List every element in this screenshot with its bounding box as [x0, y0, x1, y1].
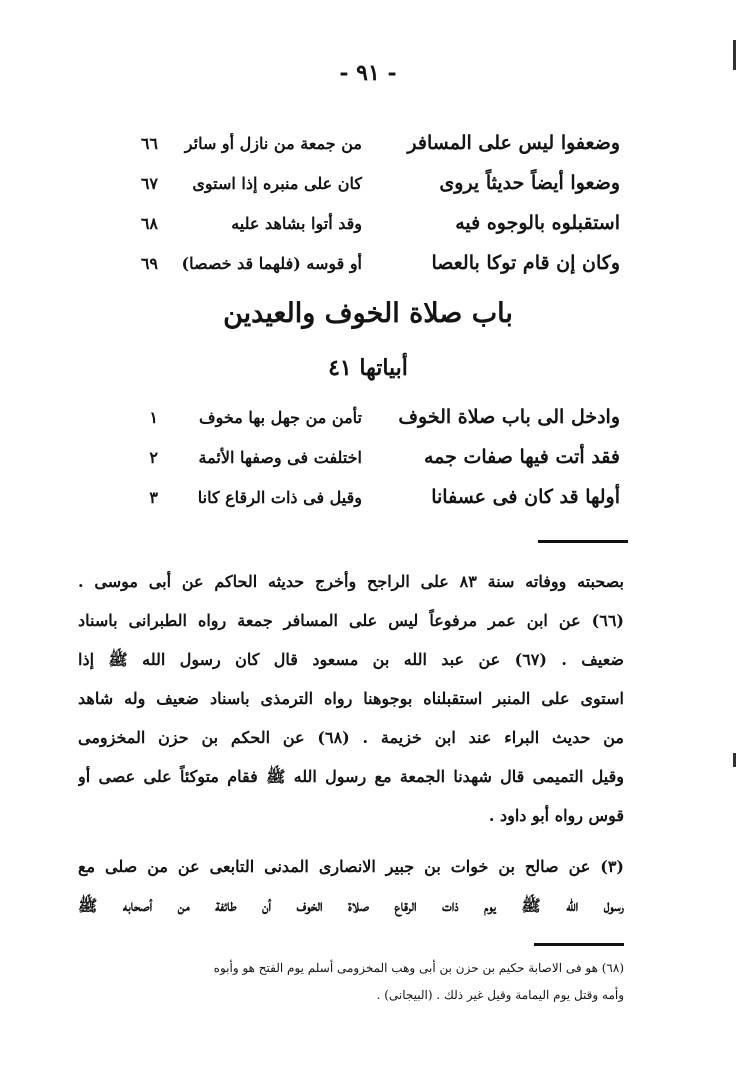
verse-first-hemistich: وضعفوا ليس على المسافر	[407, 132, 620, 154]
verse-row	[100, 166, 620, 206]
verse-number: ٦٧	[140, 174, 158, 193]
verse-row	[100, 440, 620, 480]
verse-first-hemistich: وادخل الى باب صلاة الخوف	[398, 406, 620, 428]
commentary-block	[78, 562, 624, 925]
section-subtitle: أبياتها ٤١	[328, 355, 408, 381]
commentary-line: (٦٦) عن ابن عمر مرفوعاً ليس على المسافر جمعة رواه الطبرانى باسناد	[78, 611, 624, 630]
page-number: - ٩١ -	[339, 60, 397, 86]
commentary-line: قوس رواه أبو داود .	[488, 806, 624, 825]
verse-number: ٣	[149, 488, 158, 507]
verse-first-hemistich: فقد أتت فيها صفات جمه	[423, 446, 620, 468]
section-title: باب صلاة الخوف والعيدين	[223, 298, 513, 329]
verse-row	[100, 480, 620, 520]
verse-number: ٦٦	[140, 134, 158, 153]
verse-first-hemistich: استقبلوه بالوجوه فيه	[455, 212, 620, 234]
footnotes-block	[148, 955, 624, 1009]
verse-second-hemistich: أو قوسه (فلهما قد خصصا)	[181, 254, 362, 273]
commentary-line: (٣) عن صالح بن خوات بن جبير الانصارى المدنى التابعى عن من صلى مع	[78, 857, 624, 876]
verse-first-hemistich: وضعوا أيضاً حديثاً يروى	[439, 172, 620, 194]
footnote-line: (٦٨) هو فى الاصابة حكيم بن حزن بن أبى وهب المخزومى أسلم يوم الفتح هو وأبوه	[213, 961, 624, 975]
verse-second-hemistich: اختلفت فى وصفها الأئمة	[198, 448, 362, 467]
verse-row	[100, 206, 620, 246]
verse-row	[100, 126, 620, 166]
commentary-line: استوى على المنبر استقبلناه بوجوهنا رواه الترمذى باسناد ضعيف وله شاهد	[78, 689, 624, 708]
commentary-line: وقيل التميمى قال شهدنا الجمعة مع رسول الله ﷺ فقام متوكئاً على عصى أو	[78, 767, 624, 786]
footnote-line: وأمه وقتل يوم اليمامة وقيل غير ذلك . (البيجانى) .	[376, 988, 624, 1002]
footnote-rule	[534, 943, 624, 946]
verse-second-hemistich: من جمعة من نازل أو سائر	[184, 134, 362, 153]
commentary-line: من حديث البراء عند ابن خزيمة . (٦٨) عن الحكم بن حزن المخزومى	[78, 728, 624, 747]
verse-second-hemistich: تأمن من جهل بها مخوف	[199, 408, 362, 427]
commentary-line: ضعيف . (٦٧) عن عبد الله بن مسعود قال كان رسول الله ﷺ إذا	[78, 650, 624, 669]
verse-first-hemistich: أولها قد كان فى عسفانا	[431, 486, 620, 508]
verse-number: ٢	[149, 448, 158, 467]
verse-number: ٦٩	[140, 254, 158, 273]
verse-first-hemistich: وكان إن قام توكا بالعصا	[431, 252, 620, 274]
commentary-line: رسول الله ﷺ يوم ذات الرقاع صلاة الخوف أن طائفة من أصحابه ﷺ	[78, 896, 624, 915]
separator-rule	[538, 540, 628, 543]
verse-second-hemistich: كان على منبره إذا استوى	[192, 174, 362, 193]
verses-block-section	[100, 400, 620, 520]
commentary-line: بصحبته ووفاته سنة ٨٣ على الراجح وأخرج حديثه الحاكم عن أبى موسى .	[78, 572, 624, 591]
verse-row	[100, 246, 620, 286]
verse-second-hemistich: وقد أتوا بشاهد عليه	[231, 214, 362, 233]
verses-block-top	[100, 126, 620, 286]
verse-second-hemistich: وقيل فى ذات الرقاع كانا	[197, 488, 362, 507]
verse-number: ٦٨	[140, 214, 158, 233]
verse-number: ١	[149, 408, 158, 427]
verse-row	[100, 400, 620, 440]
